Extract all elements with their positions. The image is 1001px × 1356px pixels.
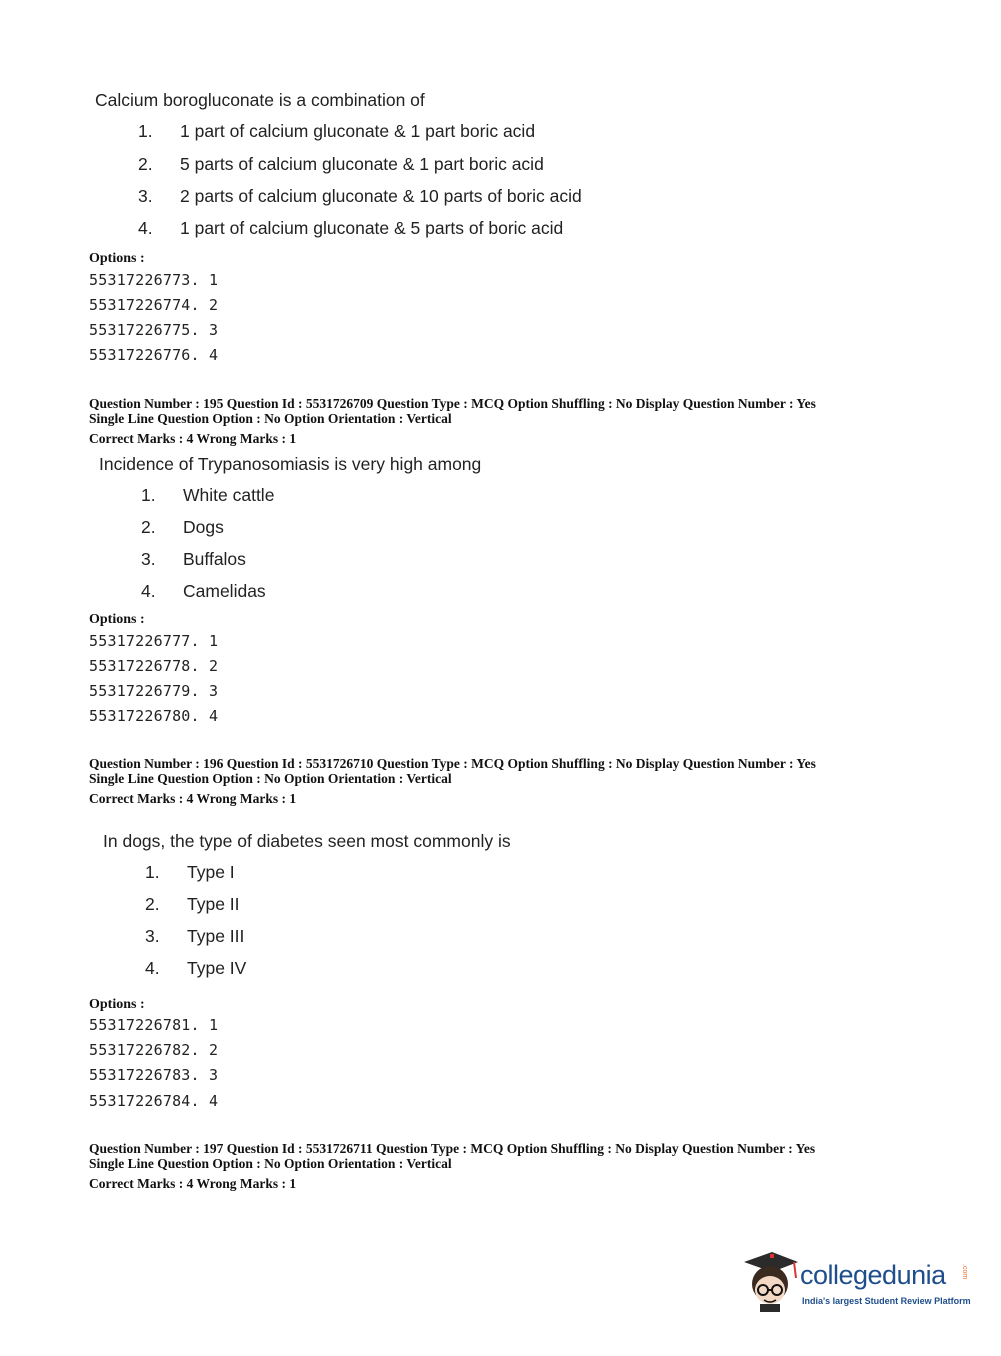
question-196-meta-line2: Single Line Question Option : No Option Orientation : Vertical <box>89 771 452 786</box>
option-id: 55317226774. 2 <box>89 296 219 314</box>
logo-name: collegedunia <box>800 1260 946 1290</box>
options-label: Options : <box>89 251 145 266</box>
question-195-choice-4 <box>141 581 266 602</box>
question-196-marks: Correct Marks : 4 Wrong Marks : 1 <box>89 791 297 806</box>
option-id: 55317226776. 4 <box>89 346 219 364</box>
choice-text: White cattle <box>183 485 275 505</box>
question-195-text: Incidence of Trypanosomiasis is very high among <box>99 454 482 474</box>
logo-com: .com <box>961 1264 968 1280</box>
choice-number: 1. <box>141 485 156 505</box>
question-196-choice-4 <box>145 958 246 979</box>
choice-number: 3. <box>138 186 153 206</box>
choice-text: Buffalos <box>183 549 246 569</box>
option-id: 55317226778. 2 <box>89 657 219 675</box>
question-195-choice-1 <box>141 485 274 506</box>
mascot-icon <box>740 1248 802 1312</box>
question-197-meta-line1: Question Number : 197 Question Id : 5531726711 Question Type : MCQ Option Shuffling : No Display Question Number : Yes <box>89 1141 816 1156</box>
choice-text: Type III <box>187 926 245 946</box>
option-id: 55317226783. 3 <box>89 1066 219 1084</box>
choice-number: 1. <box>145 862 160 882</box>
options-label: Options : <box>89 612 145 627</box>
choice-text: 1 part of calcium gluconate & 1 part boric acid <box>180 121 536 141</box>
collegedunia-logo <box>740 1248 970 1318</box>
options-label: Options : <box>89 997 145 1012</box>
question-194-choice-4 <box>138 218 563 239</box>
choice-text: 1 part of calcium gluconate & 5 parts of boric acid <box>180 218 564 238</box>
question-195-meta-line2: Single Line Question Option : No Option Orientation : Vertical <box>89 411 452 426</box>
choice-text: Dogs <box>183 517 224 537</box>
logo-tagline: India's largest Student Review Platform <box>802 1296 971 1306</box>
question-194-choice-3 <box>138 186 582 207</box>
question-195-choice-2 <box>141 517 224 538</box>
question-196-choice-2 <box>145 894 240 915</box>
choice-number: 2. <box>145 894 160 914</box>
choice-text: 2 parts of calcium gluconate & 10 parts of boric acid <box>180 186 582 206</box>
question-195-choice-3 <box>141 549 246 570</box>
question-194-text: Calcium borogluconate is a combination of <box>95 90 425 110</box>
question-197-meta-line2: Single Line Question Option : No Option Orientation : Vertical <box>89 1156 452 1171</box>
choice-number: 2. <box>138 154 153 174</box>
choice-number: 4. <box>138 218 153 238</box>
question-194-choice-2 <box>138 154 544 175</box>
question-196-text: In dogs, the type of diabetes seen most commonly is <box>103 831 511 851</box>
option-id: 55317226782. 2 <box>89 1041 219 1059</box>
option-id: 55317226775. 3 <box>89 321 219 339</box>
option-id: 55317226780. 4 <box>89 707 219 725</box>
question-196-meta-line1: Question Number : 196 Question Id : 5531726710 Question Type : MCQ Option Shuffling : No Display Question Number : Yes <box>89 756 816 771</box>
question-196-choice-3 <box>145 926 244 947</box>
choice-number: 3. <box>141 549 156 569</box>
option-id: 55317226781. 1 <box>89 1016 219 1034</box>
option-id: 55317226777. 1 <box>89 632 219 650</box>
choice-number: 4. <box>141 581 156 601</box>
choice-number: 4. <box>145 958 160 978</box>
choice-number: 2. <box>141 517 156 537</box>
question-194-choice-1 <box>138 121 535 142</box>
choice-text: Type I <box>187 862 235 882</box>
option-id: 55317226773. 1 <box>89 271 219 289</box>
choice-number: 3. <box>145 926 160 946</box>
question-196-choice-1 <box>145 862 235 883</box>
option-id: 55317226779. 3 <box>89 682 219 700</box>
question-195-meta-line1: Question Number : 195 Question Id : 5531726709 Question Type : MCQ Option Shuffling : No Display Question Number : Yes <box>89 396 816 411</box>
choice-number: 1. <box>138 121 153 141</box>
question-195-marks: Correct Marks : 4 Wrong Marks : 1 <box>89 431 297 446</box>
question-197-marks: Correct Marks : 4 Wrong Marks : 1 <box>89 1176 297 1191</box>
choice-text: 5 parts of calcium gluconate & 1 part boric acid <box>180 154 544 174</box>
option-id: 55317226784. 4 <box>89 1092 219 1110</box>
choice-text: Camelidas <box>183 581 266 601</box>
choice-text: Type IV <box>187 958 247 978</box>
choice-text: Type II <box>187 894 240 914</box>
